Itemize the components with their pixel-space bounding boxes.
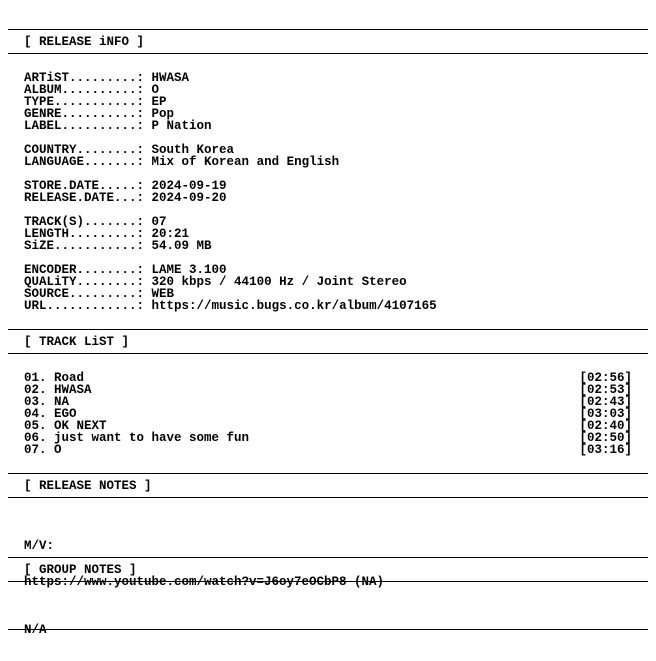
track-title: Road (54, 371, 85, 385)
release-notes-line: M/V: (24, 539, 55, 553)
info-key: QUALiTY........: (24, 275, 145, 289)
track-duration: [02:50] (579, 431, 632, 445)
track-duration: [03:16] (579, 443, 632, 457)
info-key: GENRE..........: (24, 107, 145, 121)
group-notes-block (24, 600, 632, 660)
info-row (24, 300, 632, 312)
track-duration: [02:56] (579, 371, 632, 385)
release-info-header: [ RELEASE iNFO ] (24, 35, 145, 49)
info-key: TRACK(S).......: (24, 215, 145, 229)
divider (8, 629, 648, 630)
info-value: Pop (151, 107, 175, 121)
info-value: 20:21 (151, 227, 190, 241)
track-number: 04. (24, 407, 47, 421)
track-title: HWASA (54, 383, 92, 397)
info-key: TYPE...........: (24, 95, 145, 109)
release-notes-link[interactable]: https://www.youtube.com/watch?v=J6oy7eOCbP8 (NA) (24, 575, 385, 589)
divider (8, 557, 648, 558)
info-key: COUNTRY........: (24, 143, 145, 157)
info-value: 07 (151, 215, 167, 229)
info-row (24, 120, 632, 132)
info-value: Mix of Korean and English (151, 155, 340, 169)
info-value: https://music.bugs.co.kr/album/4107165 (151, 299, 437, 313)
info-key: ARTiST.........: (24, 71, 145, 85)
track-title: just want to have some fun (54, 431, 250, 445)
group-notes-header: [ GROUP NOTES ] (24, 563, 137, 577)
track-duration: [02:53] (579, 383, 632, 397)
track-title: NA (54, 395, 70, 409)
track-row (24, 384, 632, 396)
track-number: 06. (24, 431, 47, 445)
track-duration: [02:43] (579, 395, 632, 409)
info-value: P Nation (151, 119, 212, 133)
track-number: 03. (24, 395, 47, 409)
track-number: 05. (24, 419, 47, 433)
info-value: 2024-09-19 (151, 179, 227, 193)
track-title: EGO (54, 407, 77, 421)
release-notes-header: [ RELEASE NOTES ] (24, 479, 152, 493)
divider (8, 29, 648, 30)
info-value: EP (151, 95, 167, 109)
info-value: 320 kbps / 44100 Hz / Joint Stereo (151, 275, 407, 289)
track-row (24, 408, 632, 420)
divider (8, 353, 648, 354)
info-key: LENGTH.........: (24, 227, 145, 241)
track-title: OK NEXT (54, 419, 107, 433)
divider (8, 329, 648, 330)
divider (8, 497, 648, 498)
info-key: LANGUAGE.......: (24, 155, 145, 169)
info-key: SiZE...........: (24, 239, 145, 253)
info-row (24, 192, 632, 204)
group-notes-line: N/A (24, 623, 47, 637)
info-value: South Korea (151, 143, 235, 157)
divider (8, 53, 648, 54)
track-row (24, 396, 632, 408)
divider (8, 473, 648, 474)
track-duration: [03:03] (579, 407, 632, 421)
info-key: STORE.DATE.....: (24, 179, 145, 193)
track-list-block (24, 372, 632, 456)
track-title: O (54, 443, 62, 457)
info-key: RELEASE.DATE...: (24, 191, 145, 205)
track-number: 07. (24, 443, 47, 457)
track-list-header: [ TRACK LiST ] (24, 335, 130, 349)
info-key: ALBUM..........: (24, 83, 145, 97)
info-value: HWASA (151, 71, 190, 85)
info-key: ENCODER........: (24, 263, 145, 277)
track-row (24, 444, 632, 456)
track-label (24, 444, 62, 456)
info-value: 54.09 MB (151, 239, 212, 253)
info-key: URL............: (24, 299, 145, 313)
info-value: WEB (151, 287, 175, 301)
track-row (24, 432, 632, 444)
info-key: SOURCE.........: (24, 287, 145, 301)
info-key: LABEL..........: (24, 119, 145, 133)
info-row (24, 240, 632, 252)
info-value: O (151, 83, 160, 97)
info-value: 2024-09-20 (151, 191, 227, 205)
info-value: LAME 3.100 (151, 263, 227, 277)
track-number: 02. (24, 383, 47, 397)
track-row (24, 372, 632, 384)
info-row (24, 156, 632, 168)
track-duration: [02:40] (579, 419, 632, 433)
track-number: 01. (24, 371, 47, 385)
divider (8, 581, 648, 582)
release-info-block (24, 72, 632, 312)
